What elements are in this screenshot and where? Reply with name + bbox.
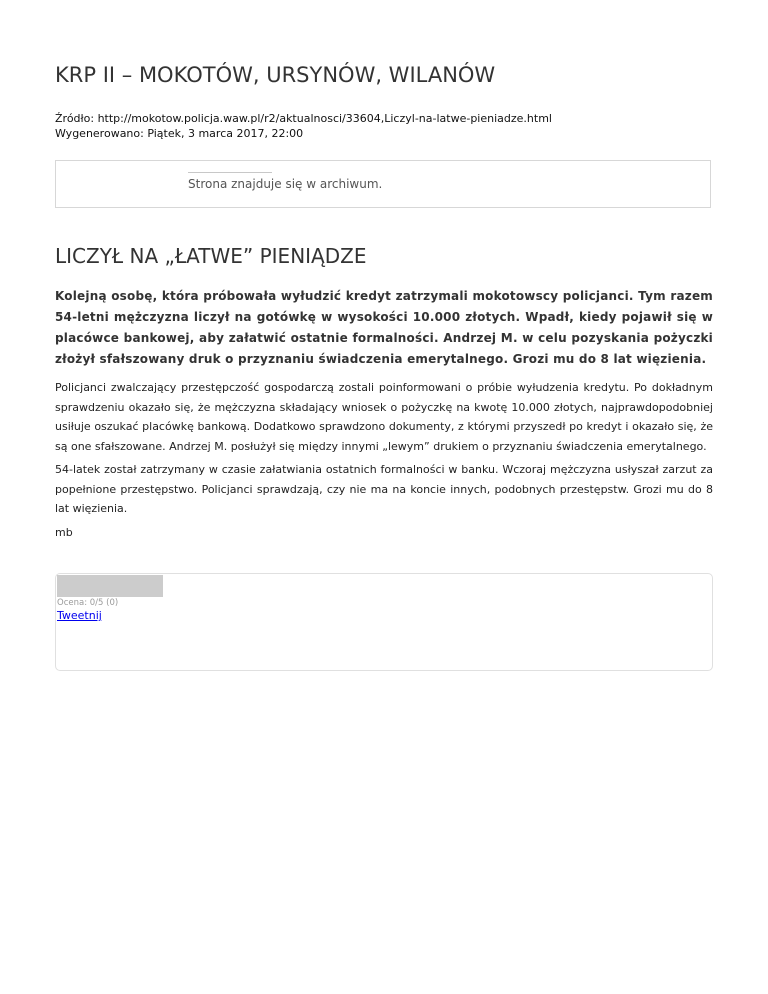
archive-notice: Strona znajduje się w archiwum.	[188, 177, 383, 191]
generated-line: Wygenerowano: Piątek, 3 marca 2017, 22:00	[55, 127, 304, 140]
source-line: Źródło: http://mokotow.policja.waw.pl/r2/aktualnosci/33604,Liczyl-na-latwe-pieniadze.html	[55, 112, 552, 125]
article-lead: Kolejną osobę, która próbowała wyłudzić kredyt zatrzymali mokotowscy policjanci. Tym razem 54-letni mężczyzna liczył na gotówkę w wysokości 10.000 złotych. Wpadł, kiedy pojawił się w placówce bankowej, aby załatwić ostatnie formalności. Andrzej M. w celu pozyskania pożyczki złożył sfałszowany druk o przyznaniu świadczenia emerytalnego. Grozi mu do 8 lat więzienia.	[55, 289, 713, 366]
rating-label: Ocena: 0/5 (0)	[57, 598, 119, 608]
article-author: mb	[55, 526, 73, 539]
article-title: LICZYŁ NA „ŁATWE” PIENIĄDZE	[55, 244, 367, 268]
article-paragraph: 54-latek został zatrzymany w czasie załatwiania ostatnich formalności w banku. Wczoraj mężczyzna usłyszał zarzut za popełnione przestępstwo. Policjanci sprawdzają, czy nie ma na koncie innych, podobnych przestępstw. Grozi mu do 8 lat więzienia.	[55, 463, 713, 515]
print-meta	[55, 111, 552, 141]
article-paragraph: Policjanci zwalczający przestępczość gospodarczą zostali poinformowani o próbie wyłudzenia kredytu. Po dokładnym sprawdzeniu okazało się, że mężczyzna składający wniosek o pożyczkę na kwotę 10.000 złotych, najprawdopodobniej usiłuje oszukać placówkę bankową. Dodatkowo sprawdzono dokumenty, z którymi przyszedł po kredyt i okazało się, że są one sfałszowane. Andrzej M. posłużył się między innymi „lewym” drukiem o przyznaniu świadczenia emerytalnego.	[55, 381, 713, 453]
archive-divider	[188, 172, 272, 173]
tweet-link[interactable]: Tweetnij	[57, 609, 102, 622]
rating-stars-bar[interactable]	[57, 575, 163, 597]
site-title: KRP II – MOKOTÓW, URSYNÓW, WILANÓW	[55, 63, 496, 87]
archive-notice-box	[55, 160, 711, 208]
rating-box	[55, 573, 713, 671]
